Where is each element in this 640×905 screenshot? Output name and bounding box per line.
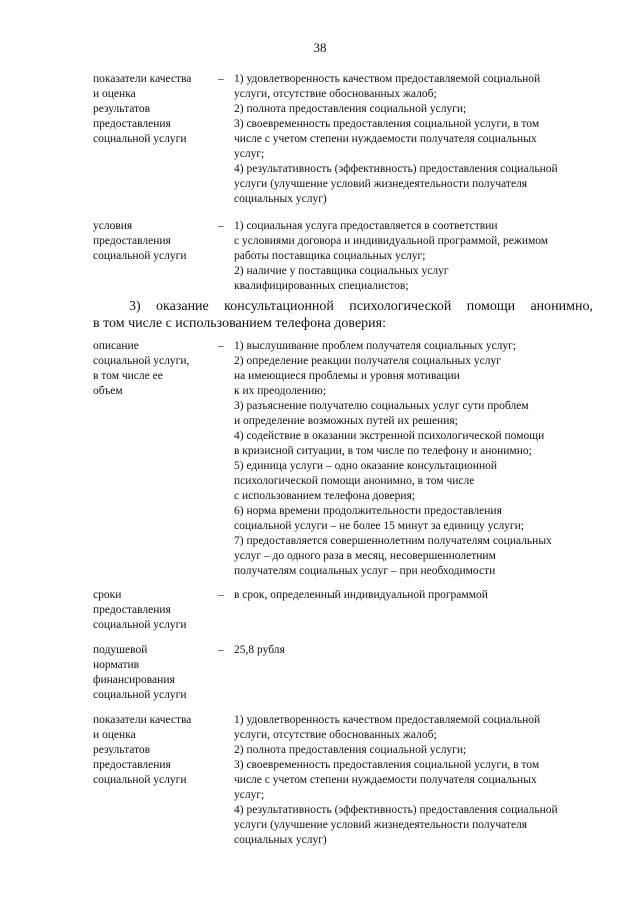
block-label: подушевой норматив финансирования социальной услуги xyxy=(93,644,187,701)
block-content: 1) социальная услуга предоставляется в соответствии с условиями договора и индивидуальной программой, режимом работы поставщика социальных услуг; 2) наличие у поставщика социальных услуг квалифицированных специалистов; xyxy=(234,220,549,292)
page-number: 38 xyxy=(313,40,327,55)
block-content: 1) удовлетворенность качеством предоставляемой социальной услуги, отсутствие обоснованных жалоб; 2) полнота предоставления социальной услуги; 3) своевременность предоставления социальной услуги, в том числе с учетом степени нуждаемости получателя социальных услуг; 4) результативность (эффективность) предоставления социальной услуги (улучшение условий жизнедеятельности получателя социальных услуг) xyxy=(234,73,558,205)
section-heading xyxy=(93,298,593,332)
block-dash: – xyxy=(218,644,224,656)
heading-line: в том числе с использованием телефона доверия: xyxy=(93,316,386,331)
block-dash: – xyxy=(218,73,224,85)
block-dash: – xyxy=(218,220,224,232)
block-label: описание социальной услуги, в том числе ее объем xyxy=(93,340,190,397)
heading-line: 3) оказание консультационной психологической помощи анонимно, xyxy=(129,299,593,314)
block-label: условия предоставления социальной услуги xyxy=(93,220,187,262)
block-label: показатели качества и оценка результатов предоставления социальной услуги xyxy=(93,73,192,145)
block-content: 1) удовлетворенность качеством предоставляемой социальной услуги, отсутствие обоснованных жалоб; 2) полнота предоставления социальной услуги; 3) своевременность предоставления социальной услуги, в том числе с учетом степени нуждаемости получателя социальных услуг; 4) результативность (эффективность) предоставления социальной услуги (улучшение условий жизнедеятельности получателя социальных услуг) xyxy=(234,714,558,846)
block-label: сроки предоставления социальной услуги xyxy=(93,589,187,631)
block-dash: – xyxy=(218,340,224,352)
block-label: показатели качества и оценка результатов предоставления социальной услуги xyxy=(93,714,192,786)
block-content: 1) выслушивание проблем получателя социальных услуг; 2) определение реакции получателя социальных услуг на имеющиеся проблемы и уровня мотивации к их преодолению; 3) разъяснение получателю социальных услуг сути проблем и определение возможных путей их решения; 4) содействие в оказании экстренной психологической помощи в кризисной ситуации, в том числе по телефону и анонимно; 5) единица услуги – одно оказание консультационной психологической помощи анонимно, в том числе с использованием телефона доверия; 6) норма времени продолжительности предоставления социальной услуги – не более 15 минут за единицу услуги; 7) предоставляется совершеннолетним получателям социальных услуг – до одного раза в месяц, несовершеннолетним получателям социальных услуг – при необходимости xyxy=(234,340,552,577)
block-dash: – xyxy=(218,589,224,601)
block-content: 25,8 рубля xyxy=(234,644,285,656)
block-content: в срок, определенный индивидуальной программой xyxy=(234,589,488,601)
